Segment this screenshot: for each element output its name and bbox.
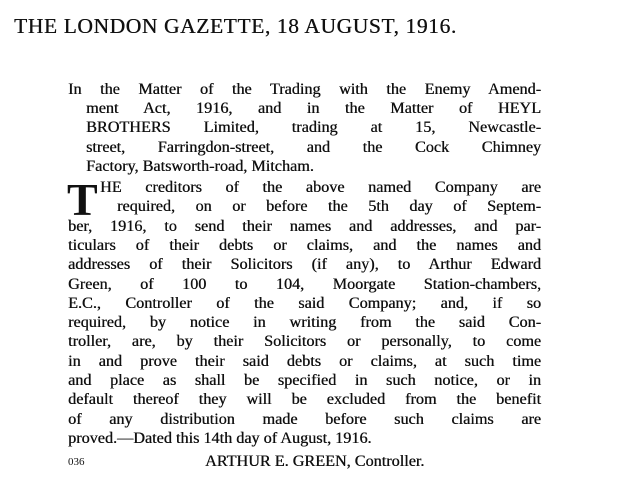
body-line: troller, are, by their Solicitors or personally, to come: [68, 332, 541, 351]
body-line: of any distribution made before such claims are: [68, 409, 541, 428]
body-line: addresses of their Solicitors (if any), to Arthur Edward: [68, 255, 541, 274]
body-line: HE creditors of the above named Company are: [100, 178, 541, 196]
body-line: default thereof they will be excluded from the benefit: [68, 390, 541, 409]
heading-line: Factory, Batsworth-road, Mitcham.: [86, 156, 314, 175]
signature: ARTHUR E. GREEN, Controller.: [205, 452, 425, 470]
notice-number: 036: [68, 456, 85, 468]
body-line: and place as shall be specified in such notice, or in: [68, 371, 541, 389]
page-title: THE LONDON GAZETTE, 18 AUGUST, 1916.: [14, 14, 457, 38]
body-line: required, on or before the 5th day of Septem-: [117, 197, 541, 216]
body-line: E.C., Controller of the said Company; and, if so: [68, 293, 541, 312]
body-line: Green, of 100 to 104, Moorgate Station-chambers,: [68, 274, 541, 293]
drop-cap: T: [67, 174, 98, 225]
heading-line: street, Farringdon-street, and the Cock Chimney: [86, 137, 541, 156]
heading-line: In the Matter of the Trading with the Enemy Amend-: [68, 80, 541, 98]
heading-line: ment Act, 1916, and in the Matter of HEYL: [86, 99, 541, 118]
body-line: required, by notice in writing from the said Con-: [68, 313, 541, 332]
body-line: ber, 1916, to send their names and addresses, and par-: [68, 216, 541, 235]
heading-line: BROTHERS Limited, trading at 15, Newcastle-: [86, 118, 541, 137]
body-line: in and prove their said debts or claims, at such time: [68, 351, 541, 370]
body-line: proved.—Dated this 14th day of August, 1916.: [68, 428, 372, 447]
body-line: ticulars of their debts or claims, and the names and: [68, 235, 541, 254]
